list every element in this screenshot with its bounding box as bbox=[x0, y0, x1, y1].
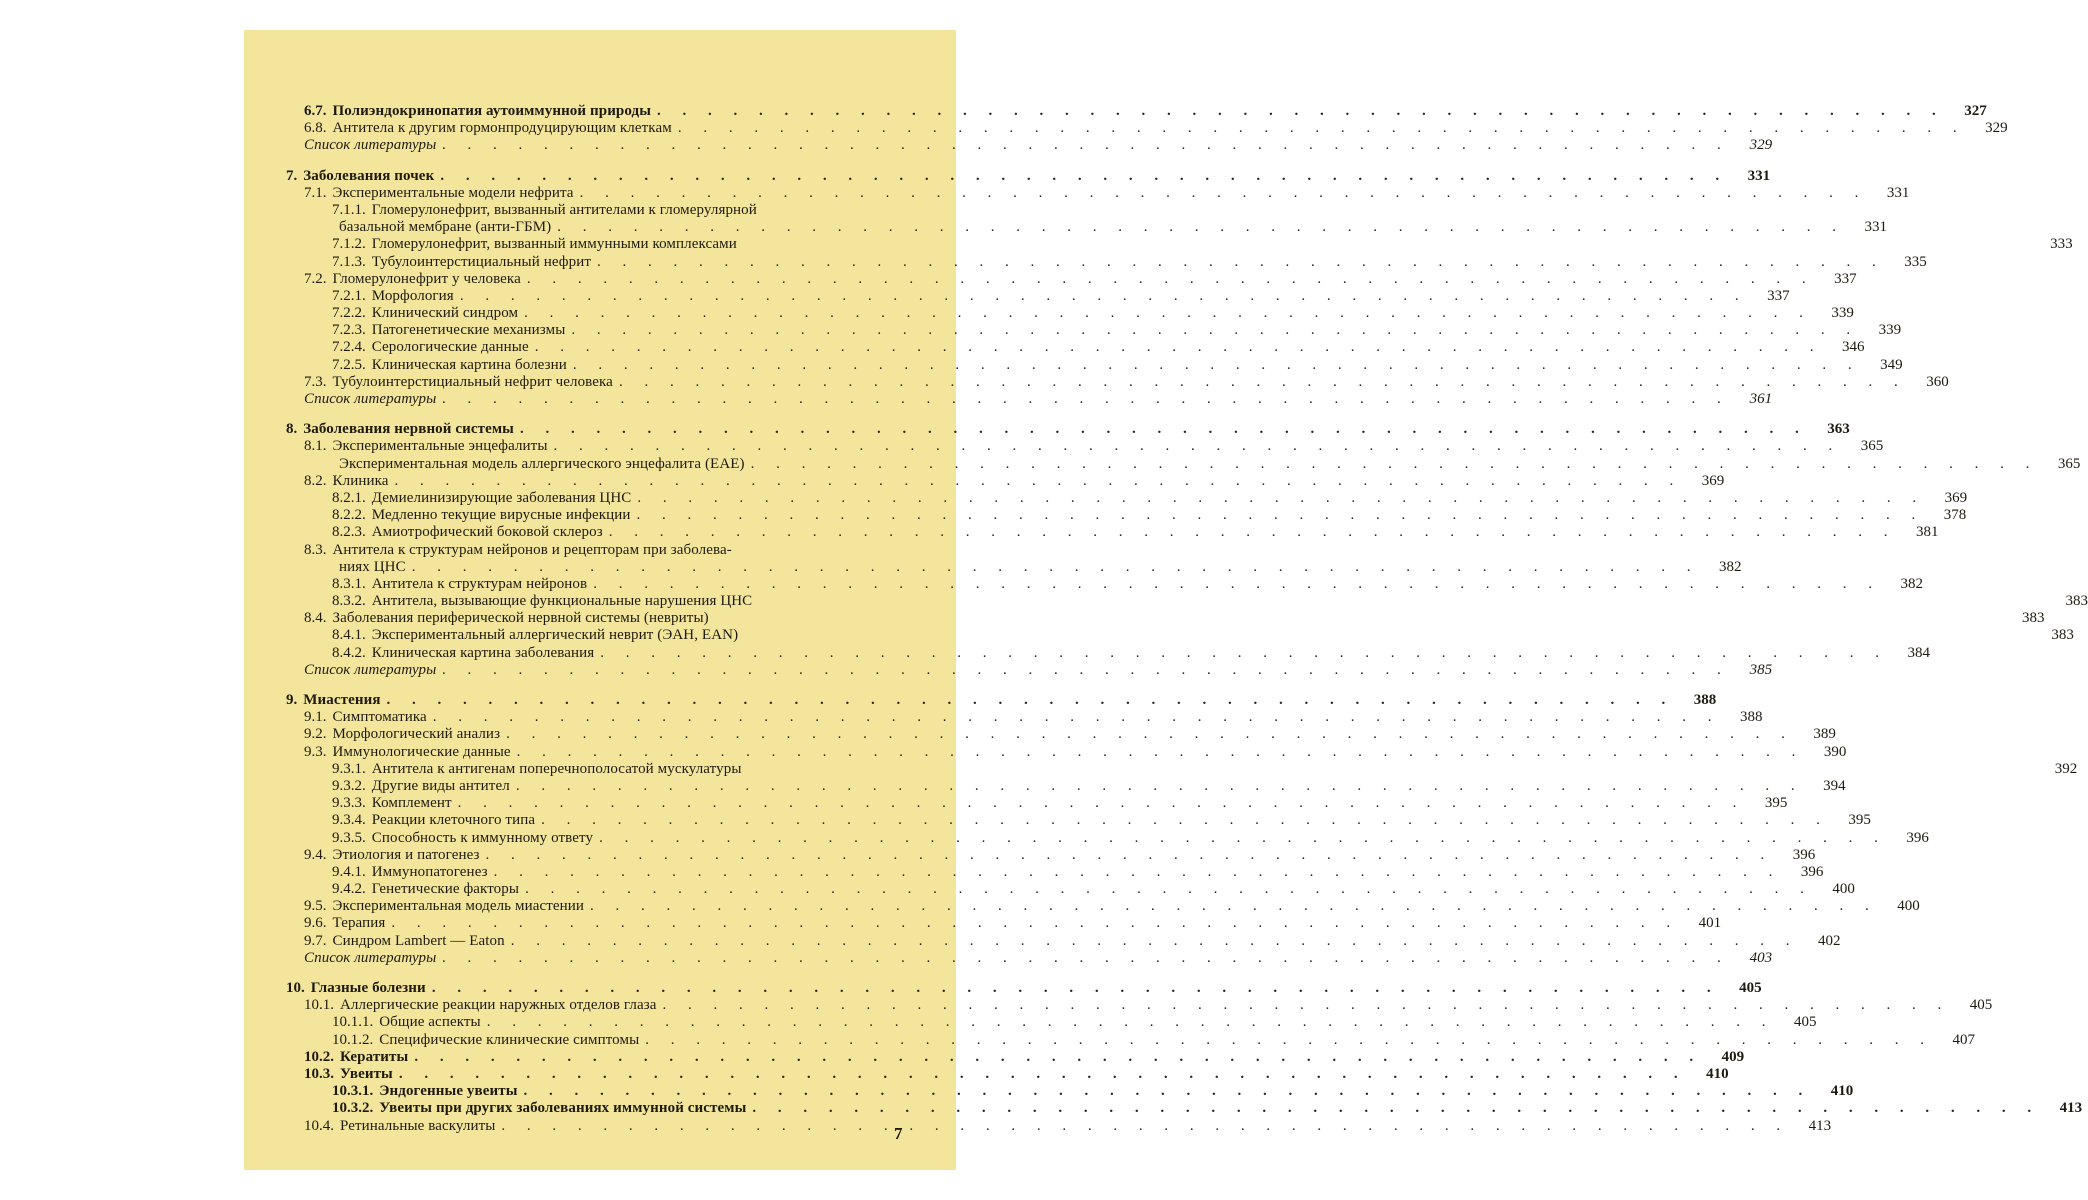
toc-page-number: 365 bbox=[2057, 455, 2081, 472]
dot-leader bbox=[524, 305, 1812, 322]
toc-page-number: 389 bbox=[1813, 726, 1836, 743]
toc-entry-number: 10.2. bbox=[304, 1048, 334, 1065]
toc-entry-number: 7. bbox=[286, 167, 298, 184]
toc-entry-title: Реакции клеточного типа bbox=[371, 812, 536, 829]
toc-page-number: 413 bbox=[1808, 1117, 1832, 1134]
toc-entry-number: 10. bbox=[286, 980, 305, 996]
toc-entry-row bbox=[244, 795, 1788, 812]
toc-entry-number: 7.2.5. bbox=[332, 356, 366, 373]
section-gap bbox=[244, 155, 956, 162]
toc-page-number: 339 bbox=[1878, 322, 1902, 339]
dot-leader bbox=[442, 391, 1730, 408]
toc-page-number: 331 bbox=[1747, 167, 1771, 184]
toc-entry-number: 7.2.2. bbox=[332, 305, 366, 322]
toc-page-number: 407 bbox=[1952, 1031, 1976, 1048]
toc-references-row bbox=[244, 137, 1773, 154]
toc-entry-title: Антитела к антигенам поперечнополосатой мускулатуры bbox=[371, 760, 742, 777]
toc-entry-number: 8. bbox=[286, 421, 298, 438]
toc-entry-number: 7.2. bbox=[304, 270, 327, 287]
toc-entry-number: 9.4.2. bbox=[332, 881, 366, 898]
toc-page-number: 349 bbox=[1880, 356, 1903, 373]
toc-entry-number: 9.3.3. bbox=[332, 795, 366, 812]
toc-page-number: 383 bbox=[2051, 627, 2074, 644]
toc-entry-title: Заболевания периферической нервной системы (невриты) bbox=[332, 610, 709, 627]
toc-entry-title: Эндогенные увеиты bbox=[379, 1083, 518, 1100]
toc-page-number: 410 bbox=[1830, 1083, 1854, 1100]
dot-leader bbox=[387, 692, 1675, 709]
toc-entry-title: Список литературы bbox=[304, 949, 437, 966]
toc-chapter-row bbox=[244, 692, 1717, 709]
toc-entry-number: 6.8. bbox=[304, 120, 327, 137]
dot-leader bbox=[527, 271, 1815, 288]
toc-page-number: 335 bbox=[1904, 253, 1927, 270]
toc-page-number: 369 bbox=[1701, 472, 1725, 489]
dot-leader bbox=[751, 456, 2039, 473]
dot-leader bbox=[517, 744, 1805, 761]
toc-page-number: 396 bbox=[1906, 829, 1929, 846]
toc-entry-title: Экспериментальные энцефалиты bbox=[332, 438, 548, 455]
toc-entry-number: 9.3.5. bbox=[332, 829, 366, 846]
toc-references-row bbox=[244, 661, 1773, 679]
toc-entry-title: Медленно текущие вирусные инфекции bbox=[371, 507, 631, 524]
toc-entry-row bbox=[244, 726, 1836, 743]
toc-entry-title: Амиотрофический боковой склероз bbox=[371, 524, 603, 541]
toc-entry-number: 9.5. bbox=[304, 898, 327, 915]
toc-entry-row bbox=[244, 863, 1824, 881]
toc-entry-title: Экспериментальная модель миастении bbox=[332, 898, 585, 915]
dot-leader bbox=[501, 1118, 1789, 1135]
toc-entry-row bbox=[244, 593, 2088, 610]
toc-page-number: 333 bbox=[2050, 236, 2073, 253]
toc-entry-row bbox=[244, 1048, 1745, 1066]
toc-page-number: 331 bbox=[1864, 219, 1888, 236]
toc-entry-number: 7.2.3. bbox=[332, 322, 366, 339]
toc-entry-title: Генетические факторы bbox=[371, 881, 520, 898]
toc-entry-number: 9.4. bbox=[304, 846, 327, 863]
toc-entry-row bbox=[244, 997, 1993, 1014]
dot-leader bbox=[440, 168, 1728, 185]
toc-entry-title: Гломерулонефрит, вызванный иммунными комплексами bbox=[371, 236, 737, 253]
toc-page-number: 363 bbox=[1827, 421, 1850, 438]
toc-entry-row bbox=[244, 1031, 1976, 1049]
toc-entry-row bbox=[244, 373, 1949, 391]
toc-entry-row bbox=[244, 270, 1857, 288]
dot-leader bbox=[580, 185, 1868, 202]
toc-entry-row bbox=[244, 472, 1725, 490]
toc-entry-title: Антитела к структурам нейронов и рецепторам при заболева- bbox=[332, 541, 732, 558]
toc-page-number: 401 bbox=[1698, 915, 1722, 932]
dot-leader bbox=[458, 795, 1746, 812]
toc-entry-title: Специфические клинические симптомы bbox=[379, 1031, 640, 1048]
toc-entry-row bbox=[244, 644, 1930, 662]
toc-chapter-row bbox=[244, 167, 1771, 185]
toc-entry-title: Клиника bbox=[332, 472, 389, 489]
toc-page-number: 403 bbox=[1749, 949, 1773, 966]
toc-page-number: 378 bbox=[1943, 507, 1967, 524]
toc-entry-title: ниях ЦНС bbox=[339, 558, 406, 575]
toc-entry-number: 10.1. bbox=[304, 997, 334, 1014]
toc-entry-number: 8.3. bbox=[304, 541, 327, 558]
toc-page-number: 339 bbox=[1831, 305, 1854, 322]
toc-page-number: 394 bbox=[1823, 777, 1846, 794]
dot-leader bbox=[442, 662, 1730, 679]
toc-entry-title: Увеиты bbox=[340, 1065, 393, 1082]
toc-entry-row bbox=[244, 1100, 2083, 1117]
toc-entry-number: 10.3. bbox=[304, 1065, 334, 1082]
toc-entry-number: 7.1.1. bbox=[332, 201, 366, 218]
toc-entry-row bbox=[244, 812, 1871, 829]
toc-entry-number: 9.4.1. bbox=[332, 863, 366, 880]
toc-page-number: 381 bbox=[1916, 524, 1939, 541]
toc-page-number: 388 bbox=[1693, 692, 1717, 708]
toc-page-number: 382 bbox=[1718, 558, 1742, 575]
table-of-contents bbox=[244, 103, 2088, 1135]
dot-leader bbox=[678, 120, 1966, 137]
toc-entry-number: 8.2.3. bbox=[332, 524, 366, 541]
toc-entry-number: 9.2. bbox=[304, 726, 327, 743]
toc-entry-row bbox=[244, 932, 1841, 950]
toc-entry-row bbox=[244, 322, 1902, 339]
toc-entry-number: 8.4.2. bbox=[332, 644, 366, 661]
toc-page-number: 400 bbox=[1897, 898, 1920, 915]
toc-entry-title: Синдром Lambert — Eaton bbox=[332, 932, 505, 949]
toc-entry-title: Клиническая картина болезни bbox=[371, 356, 567, 373]
toc-page-number: 388 bbox=[1740, 709, 1763, 726]
toc-page-number: 337 bbox=[1767, 287, 1790, 304]
toc-chapter-row bbox=[244, 421, 1850, 438]
toc-entry-title: Аллергические реакции наружных отделов глаза bbox=[340, 997, 657, 1014]
dot-leader bbox=[535, 339, 1823, 356]
dot-leader bbox=[541, 812, 1829, 829]
dot-leader bbox=[506, 726, 1794, 743]
toc-entry-row bbox=[244, 236, 2073, 253]
toc-page-number: 405 bbox=[1739, 980, 1762, 996]
toc-entry-title: Список литературы bbox=[304, 391, 437, 407]
toc-entry-number: 8.1. bbox=[304, 438, 327, 455]
toc-entry-row bbox=[244, 524, 1939, 541]
toc-page-number: 346 bbox=[1841, 339, 1865, 356]
toc-entry-row bbox=[244, 219, 1888, 236]
toc-page-number: 405 bbox=[1969, 997, 1993, 1014]
dot-leader bbox=[399, 1066, 1687, 1083]
toc-chapter-row bbox=[244, 980, 1762, 997]
toc-page-number: 361 bbox=[1749, 391, 1773, 407]
toc-entry-number: 9.1. bbox=[304, 709, 327, 726]
toc-entry-number: 6.7. bbox=[304, 103, 327, 119]
toc-entry-row bbox=[244, 558, 1742, 576]
toc-page-number: 395 bbox=[1848, 812, 1871, 829]
toc-page-number: 329 bbox=[1749, 137, 1773, 154]
toc-entry-row bbox=[244, 202, 956, 219]
dot-leader bbox=[520, 421, 1808, 438]
toc-entry-title: Глазные болезни bbox=[310, 980, 426, 996]
toc-entry-title: Кератиты bbox=[340, 1048, 409, 1065]
toc-entry-title: Другие виды антител bbox=[371, 777, 510, 794]
toc-entry-row bbox=[244, 610, 2045, 627]
toc-entry-number: 7.3. bbox=[304, 373, 327, 390]
toc-entry-title: Комплемент bbox=[371, 795, 452, 812]
toc-entry-row bbox=[244, 627, 2074, 644]
toc-entry-title: Клиническая картина заболевания bbox=[371, 644, 595, 661]
dot-leader bbox=[573, 357, 1861, 374]
toc-entry-row bbox=[244, 305, 1854, 322]
toc-entry-title: Морфологический анализ bbox=[332, 726, 501, 743]
toc-entry-number: 8.4. bbox=[304, 610, 327, 627]
toc-entry-row bbox=[244, 743, 1847, 761]
toc-entry-row bbox=[244, 709, 1763, 726]
toc-entry-number: 10.1.1. bbox=[332, 1014, 374, 1031]
dot-leader bbox=[511, 933, 1799, 950]
dot-leader bbox=[600, 645, 1888, 662]
toc-entry-title: Общие аспекты bbox=[379, 1014, 481, 1031]
dot-leader bbox=[391, 915, 1679, 932]
dot-leader bbox=[460, 288, 1748, 305]
toc-entry-row bbox=[244, 103, 1987, 120]
toc-entry-title: Экспериментальная модель аллергического энцефалита (EAE) bbox=[339, 455, 745, 472]
dot-leader bbox=[571, 322, 1859, 339]
toc-entry-title: Экспериментальные модели нефрита bbox=[332, 184, 574, 201]
toc-entry-row bbox=[244, 120, 2008, 137]
toc-entry-title: Этиология и патогенез bbox=[332, 846, 480, 863]
toc-entry-number: 10.1.2. bbox=[332, 1031, 374, 1048]
dot-leader bbox=[487, 1014, 1775, 1031]
toc-page-number: 331 bbox=[1886, 184, 1910, 201]
toc-entry-row bbox=[244, 287, 1790, 305]
toc-entry-number: 7.2.1. bbox=[332, 287, 366, 304]
toc-entry-number: 9. bbox=[286, 692, 298, 708]
toc-entry-title: Гломерулонефрит, вызванный антителами к гломерулярной bbox=[371, 201, 757, 218]
toc-entry-title: Серологические данные bbox=[371, 339, 529, 356]
toc-entry-number: 8.4.1. bbox=[332, 627, 366, 644]
dot-leader bbox=[619, 374, 1907, 391]
dot-leader bbox=[525, 881, 1813, 898]
toc-page-number: 402 bbox=[1818, 932, 1841, 949]
toc-entry-row bbox=[244, 1083, 1854, 1100]
dot-leader bbox=[486, 847, 1774, 864]
toc-entry-title: Клинический синдром bbox=[371, 305, 519, 322]
toc-page-number: 396 bbox=[1792, 846, 1816, 863]
toc-entry-row bbox=[244, 1117, 1832, 1135]
toc-page-number: 329 bbox=[1985, 120, 2008, 137]
toc-entry-row bbox=[244, 829, 1929, 847]
toc-entry-title: Тубулоинтерстициальный нефрит человека bbox=[332, 373, 613, 390]
toc-entry-number: 7.1.3. bbox=[332, 253, 366, 270]
section-gap bbox=[244, 967, 956, 974]
toc-entry-title: Ретинальные васкулиты bbox=[340, 1117, 496, 1134]
toc-page-number: 369 bbox=[1944, 489, 1968, 506]
toc-entry-row bbox=[244, 339, 1865, 356]
toc-entry-row bbox=[244, 507, 1967, 524]
toc-entry-title: Иммунологические данные bbox=[332, 743, 511, 760]
toc-entry-number: 9.6. bbox=[304, 915, 327, 932]
toc-page-number: 383 bbox=[2065, 593, 2088, 610]
dot-leader bbox=[494, 864, 1782, 881]
dot-leader bbox=[752, 1100, 2040, 1117]
toc-page-number: 410 bbox=[1706, 1065, 1729, 1082]
toc-page-number: 327 bbox=[1964, 103, 1987, 119]
toc-entry-title: Морфология bbox=[371, 287, 454, 304]
toc-page-number: 395 bbox=[1764, 795, 1788, 812]
toc-entry-number: 10.4. bbox=[304, 1117, 334, 1134]
toc-entry-number: 9.3.1. bbox=[332, 760, 366, 777]
toc-entry-title: Антитела к другим гормонпродуцирующим клеткам bbox=[332, 120, 672, 137]
toc-entry-number: 9.3.2. bbox=[332, 777, 366, 794]
toc-entry-row bbox=[244, 881, 1855, 898]
dot-leader bbox=[637, 507, 1925, 524]
dot-leader bbox=[657, 103, 1945, 120]
toc-page-number: 385 bbox=[1749, 661, 1773, 678]
toc-entry-number: 8.2. bbox=[304, 472, 327, 489]
toc-page-number: 390 bbox=[1823, 743, 1847, 760]
section-gap bbox=[244, 408, 956, 415]
dot-leader bbox=[609, 524, 1897, 541]
toc-entry-number: 9.3. bbox=[304, 743, 327, 760]
toc-entry-row bbox=[244, 455, 2081, 473]
dot-leader bbox=[599, 830, 1887, 847]
toc-entry-row bbox=[244, 777, 1846, 795]
toc-entry-number: 7.1.2. bbox=[332, 236, 366, 253]
toc-entry-number: 9.3.4. bbox=[332, 812, 366, 829]
toc-entry-title: Антитела, вызывающие функциональные нарушения ЦНС bbox=[371, 593, 753, 610]
toc-entry-title: Список литературы bbox=[304, 661, 437, 678]
toc-entry-title: Заболевания почек bbox=[303, 167, 435, 184]
dot-leader bbox=[395, 473, 1683, 490]
toc-entry-title: Демиелинизирующие заболевания ЦНС bbox=[371, 489, 632, 506]
toc-entry-title: Тубулоинтерстициальный нефрит bbox=[371, 253, 591, 270]
toc-entry-row bbox=[244, 760, 2078, 778]
dot-leader bbox=[433, 709, 1721, 726]
dot-leader bbox=[593, 576, 1881, 593]
toc-page-number: 337 bbox=[1834, 270, 1857, 287]
toc-entry-title: Симптоматика bbox=[332, 709, 427, 726]
dot-leader bbox=[414, 1049, 1702, 1066]
toc-page-number: 365 bbox=[1860, 438, 1884, 455]
toc-references-row bbox=[244, 391, 1773, 408]
toc-entry-number: 8.3.2. bbox=[332, 593, 366, 610]
dot-leader bbox=[645, 1032, 1933, 1049]
toc-entry-number: 10.3.1. bbox=[332, 1083, 374, 1100]
toc-page-number: 383 bbox=[2021, 610, 2045, 627]
book-page bbox=[244, 30, 2088, 1170]
dot-leader bbox=[557, 219, 1845, 236]
toc-page-number: 382 bbox=[1900, 575, 1923, 592]
toc-page-number: 400 bbox=[1832, 881, 1855, 898]
toc-entry-row bbox=[244, 356, 1903, 374]
toc-page-number: 392 bbox=[2054, 760, 2078, 777]
dot-leader bbox=[590, 898, 1878, 915]
toc-page-number: 360 bbox=[1926, 373, 1949, 390]
dot-leader bbox=[637, 490, 1925, 507]
toc-page-number: 409 bbox=[1721, 1048, 1745, 1065]
toc-page-number: 413 bbox=[2059, 1100, 2083, 1117]
toc-entry-number: 8.3.1. bbox=[332, 575, 366, 592]
toc-page-number: 396 bbox=[1800, 863, 1824, 880]
page-number: 7 bbox=[894, 1124, 903, 1143]
toc-entry-title: Антитела к структурам нейронов bbox=[371, 575, 588, 592]
dot-leader bbox=[432, 980, 1720, 997]
toc-entry-title: Миастения bbox=[303, 692, 381, 708]
toc-entry-title: Патогенетические механизмы bbox=[371, 322, 566, 339]
toc-entry-title: Иммунопатогенез bbox=[371, 863, 488, 880]
toc-entry-row bbox=[244, 575, 1923, 593]
toc-entry-number: 9.7. bbox=[304, 932, 327, 949]
toc-entry-row bbox=[244, 846, 1816, 864]
toc-entry-row bbox=[244, 438, 1884, 455]
toc-entry-title: Список литературы bbox=[304, 137, 437, 154]
dot-leader bbox=[597, 254, 1885, 271]
dot-leader bbox=[442, 137, 1730, 154]
toc-entry-number: 10.3.2. bbox=[332, 1100, 374, 1117]
dot-leader bbox=[442, 950, 1730, 967]
toc-entry-title: Гломерулонефрит у человека bbox=[332, 270, 521, 287]
toc-entry-row bbox=[244, 1065, 1729, 1083]
dot-leader bbox=[663, 997, 1951, 1014]
toc-entry-title: Экспериментальный аллергический неврит (ЭАН, EAN) bbox=[371, 627, 739, 644]
toc-entry-row bbox=[244, 1014, 1817, 1031]
toc-page-number: 405 bbox=[1793, 1014, 1817, 1031]
toc-entry-number: 7.1. bbox=[304, 184, 327, 201]
dot-leader bbox=[554, 438, 1842, 455]
toc-entry-title: Полиэндокринопатия аутоиммунной природы bbox=[332, 103, 652, 119]
toc-entry-row bbox=[244, 253, 1927, 271]
toc-entry-number: 8.2.1. bbox=[332, 489, 366, 506]
dot-leader bbox=[412, 559, 1700, 576]
toc-page-number: 384 bbox=[1907, 644, 1930, 661]
toc-entry-number: 7.2.4. bbox=[332, 339, 366, 356]
toc-entry-row bbox=[244, 489, 1968, 507]
toc-entry-number: 8.2.2. bbox=[332, 507, 366, 524]
toc-entry-title: Увеиты при других заболеваниях иммунной системы bbox=[379, 1100, 747, 1117]
toc-entry-row bbox=[244, 898, 1920, 915]
toc-entry-title: Терапия bbox=[332, 915, 386, 932]
toc-references-row bbox=[244, 949, 1773, 967]
toc-entry-row bbox=[244, 915, 1722, 932]
toc-entry-title: базальной мембране (анти-ГБМ) bbox=[339, 219, 552, 236]
section-gap bbox=[244, 679, 956, 686]
toc-entry-title: Способность к иммунному ответу bbox=[371, 829, 594, 846]
dot-leader bbox=[516, 778, 1804, 795]
dot-leader bbox=[524, 1083, 1812, 1100]
toc-entry-row bbox=[244, 184, 1910, 202]
toc-entry-row bbox=[244, 542, 956, 559]
toc-entry-title: Заболевания нервной системы bbox=[303, 421, 514, 438]
